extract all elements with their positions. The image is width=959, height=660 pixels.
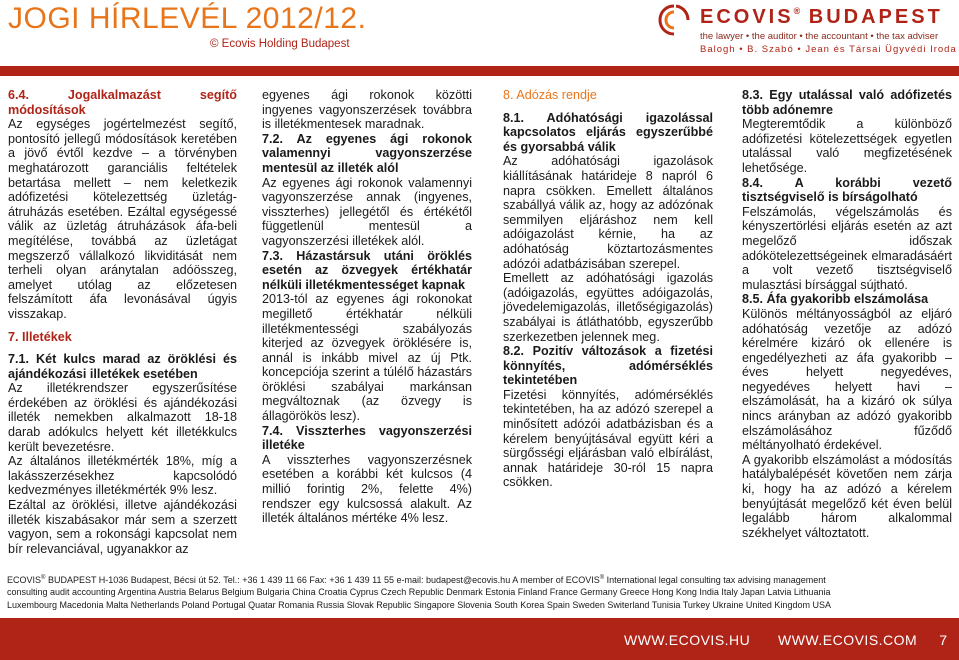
paragraph: Az illetékrendszer egyszerűsítése érdekében az öröklési és ajándékozási illeték nemekben alkalmazott 18-18 darab adókulcs helyett két illetékkulcs került bevezetésre. (8, 381, 237, 454)
column-2 (262, 88, 472, 526)
paragraph: Különös méltányosságból az eljáró adóhatóság vezetője az adózó kérelmére kizáró ok ellenére is engedélyezheti az áfa gyakoribb – éves helyett negyedéves, negyedéves helyett havi – elszámolását, ha a kizáró ok súlya nincs arányban az adózó gyakoribb elszámolásához fűződő méltányolható érdekével. (742, 306, 952, 453)
website-link-com[interactable]: WWW.ECOVIS.COM (778, 632, 918, 648)
paragraph: Felszámolás, végelszámolás és kényszertörlési eljárás esetén az azt megelőző időszak adókötelezettségeinek elmaradásáért a volt vezető tisztségviselő mulasztási bírsággal sújtható. (742, 204, 952, 292)
newsletter-title: JOGI HÍRLEVÉL 2012/12. (8, 2, 367, 35)
paragraph: Ezáltal az öröklési, illetve ajándékozási illeték kiszabásakor már sem a szerzett vagyon, sem a rokonsági kapcsolat nem bír relevanciával, ugyanakkor az (8, 498, 237, 556)
paragraph: Megteremtődik a különböző adófizetési kötelezettségek egyetlen utalással való megfizetésének lehetősége. (742, 117, 952, 175)
brand-wordmark: ECOVIS® BUDAPEST (700, 6, 943, 28)
header-divider (0, 66, 959, 76)
subsection-heading: 8.3. Egy utalással való adófizetés több adónemre (742, 88, 952, 117)
page-number: 7 (939, 632, 947, 648)
footer-countries-line: consulting audit accounting Argentina Austria Belarus Belgium Bulgaria China Croatia Cyprus Czech Republic Denmark Estonia Finland France Germany Greece Hong Kong India Italy Japan Latvia Lithuania (7, 587, 831, 598)
bottom-bar (0, 618, 959, 660)
page-footer (0, 572, 959, 611)
brand-tagline: the lawyer • the auditor • the accountant • the tax adviser (700, 31, 939, 42)
subsection-heading: 7.1. Két kulcs marad az öröklési és ajándékozási illetékek esetében (8, 352, 237, 381)
column-3 (503, 88, 713, 490)
subsection-heading: 7.2. Az egyenes ági rokonok valamennyi vagyonszerzése mentesül az illeték alól (262, 131, 472, 175)
paragraph: Az egységes jogértelmezést segítő, pontosító jellegű módosítások keretében a jövő évtől kezdve – a törvényben meghatározott garanciális feltételek betartása mellett – nem keletkezik adófizetési kötelezettség üzletág-átruházás esetében. Ezáltal egységessé válik az üzletág átruházások áfa-beli megítélése, továbbá az üzletágat megszerző vállalkozó likviditását nem terheli olyan aránytalan adóösszeg, amelyet utólag az előzetesen felszámított áfa levonásával úgyis visszakap. (8, 117, 237, 321)
paragraph: Az egyenes ági rokonok valamennyi vagyonszerzése annak (ingyenes, visszterhes) jellegétől és értékétől függetlenül mentesül a vagyonszerzési illetékek alól. (262, 175, 472, 248)
paragraph: Emellett az adóhatósági igazolás (adóigazolás, együttes adóigazolás, jövedelemigazolás, illetőségigazolás) szabályai is átláthatóbb, egyszerűbb szerkezetben jelennek meg. (503, 271, 713, 344)
paragraph: Az általános illetékmérték 18%, míg a lakásszerzésekhez kapcsolódó kedvezményes illetékmérték 9% lesz. (8, 454, 237, 498)
ecovis-brand (656, 2, 956, 62)
website-link-hu[interactable]: WWW.ECOVIS.HU (624, 632, 751, 648)
section-heading: 8. Adózás rendje (503, 88, 597, 102)
subsection-heading: 8.5. Áfa gyakoribb elszámolása (742, 292, 929, 307)
subsection-heading: 8.2. Pozitív változások a fizetési könnyítés, adómérséklés tekintetében (503, 344, 713, 388)
paragraph: Fizetési könnyítés, adómérséklés tekintetében, ha az adózó szerepel a minősített adózói adatbázisban és a kérelem benyújtásával együtt kéri a sürgősségi eljárásban való elbírálást, annak határideje 30-ról 15 napra csökken. (503, 387, 713, 490)
law-firm-name: Balogh • B. Szabó • Jean és Társai Ügyvédi Iroda (700, 44, 957, 55)
paragraph: Az adóhatósági igazolások kiállításának határideje 8 napról 6 napra csökken. Emellett általános szabállyá válik az, hogy az adózónak semmilyen eljáráshoz nem kell adóigazolást kérnie, ha az adóhatóság köztartozásmentes adózói adatbázisában szerepel. (503, 154, 713, 271)
section-heading: 6.4. Jogalkalmazást segítő módosítások (8, 88, 237, 117)
subsection-heading: 7.4. Visszterhes vagyonszerzési illetéke (262, 423, 472, 453)
column-4 (742, 88, 952, 540)
paragraph: A visszterhes vagyonszerzésnek esetében a korábbi két kulcsos (4 millió forintig 2%, felette 4%) rendszer egy kulcsossá alakult. Az illeték általános mértéke 4% lesz. (262, 452, 472, 526)
footer-countries-line: Luxembourg Macedonia Malta Netherlands Poland Portugal Quatar Romania Russia Slovak Republic Singapore Slovenia South Korea Spain Sweden Switerland Tunisia Turkey Ukraine United Kingdom USA (7, 599, 831, 610)
paragraph: A gyakoribb elszámolást a módosítás hatálybalépését követően nem zárja ki, hogy ha az adózó a kérelem benyújtását megelőző két éven belül legalább három alkalommal székhelyet változtatott. (742, 452, 952, 540)
page-header (0, 0, 959, 66)
subsection-heading: 8.1. Adóhatósági igazolással kapcsolatos eljárás egyszerűbbé és gyorsabbá válik (503, 110, 713, 154)
column-1 (8, 88, 237, 556)
copyright-line: © Ecovis Holding Budapest (210, 38, 350, 50)
ecovis-logo-icon (656, 4, 692, 36)
section-heading: 7. Illetékek (8, 329, 72, 344)
subsection-heading: 8.4. A korábbi vezető tisztségviselő is bírságolható (742, 175, 952, 205)
paragraph: egyenes ági rokonok közötti ingyenes vagyonszerzések továbbra is illetékmentesek maradnak. (262, 88, 472, 132)
subsection-heading: 7.3. Házastársuk utáni öröklés esetén az özvegyek értékhatár nélküli illetékmentességet kapnak (262, 248, 472, 292)
footer-contact-line: ECOVIS® BUDAPEST H-1036 Budapest, Bécsi út 52. Tel.: +36 1 439 11 66 Fax: +36 1 439 11 55 e-mail: budapest@ecovis.hu A member of ECOVIS® International legal consulting tax advising management (7, 575, 826, 585)
paragraph: 2013-tól az egyenes ági rokonokat megillető értékhatár nélküli illetékmentességi szabályozás kiterjed az özvegyek öröklésére is, annál is inkább mivel az új Ptk. koncepciója szerint a túlélő házastárs öröklési szabályai markánsan megváltoznak (az özvegy is állagörökös lesz). (262, 292, 472, 424)
